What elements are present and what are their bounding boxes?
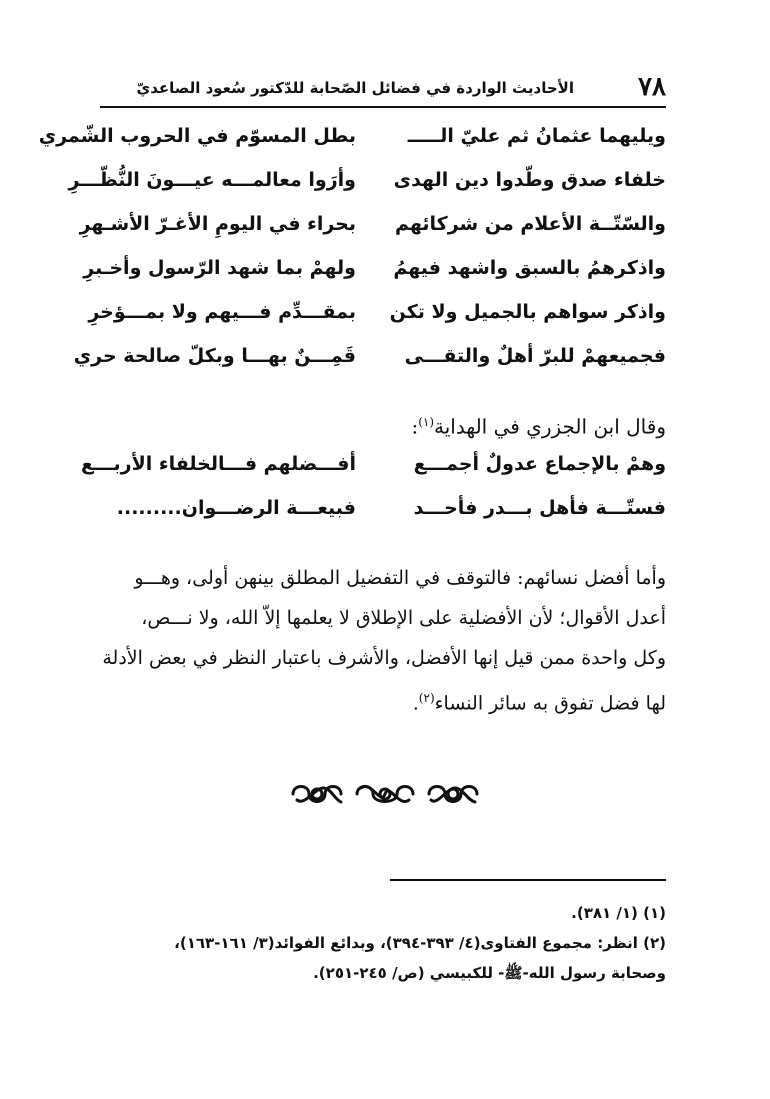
body-paragraph — [100, 558, 666, 718]
footnote-line: (٢) انظر: مجموع الفتاوى(٤/ ٣٩٣-٣٩٤)، وبدائع الفوائد(٣/ ١٦١-١٦٣)، — [174, 934, 666, 952]
paragraph-line: وأما أفضل نسائهم: فالتوقف في التفضيل المطلق بينهن أولى، وهـــو — [134, 567, 666, 589]
footnote-line: (١) (١/ ٣٨١). — [571, 904, 666, 922]
verse-second-hemistich: وأرَوا معالمـــه عيـــونَ النُّظّـــرِ — [68, 169, 356, 191]
verse — [73, 336, 666, 380]
verse — [68, 160, 666, 204]
verse-second-hemistich: ولهمْ بما شهد الرّسول وأخـبرِ — [83, 257, 356, 279]
page-number: ٧٨ — [638, 72, 666, 102]
verse — [83, 248, 666, 292]
verse-second-hemistich: قَمِـــنٌ بهـــا وبكلّ صالحة حري — [73, 345, 356, 367]
verse-first-hemistich: فستّـــة فأهل بـــدر فأحـــد — [413, 497, 666, 519]
verse-second-hemistich: بحراء في اليومِ الأغـرّ الأشـهرِ — [79, 213, 356, 235]
verse-first-hemistich: واذكرهمُ بالسبق واشهد فيهمُ — [393, 257, 666, 279]
ornament-icon — [285, 776, 485, 812]
paragraph-line: وكل واحدة ممن قيل إنها الأفضل، والأشرف باعتبار النظر في بعض الأدلة — [102, 647, 666, 669]
poem-block-2 — [81, 444, 666, 532]
paragraph-last-text: لها فضل تفوق به سائر النساء — [434, 692, 666, 715]
verse-second-hemistich: فبيعـــة الرضـــوان......... — [116, 497, 356, 519]
quote-intro-text: وقال ابن الجزري في الهداية — [434, 414, 666, 439]
verse-first-hemistich: والسّتّــة الأعلام من شركائهم — [394, 213, 666, 235]
running-title: الأحاديث الواردة في فضائل الصّحابة للدّكتور سُعود الصاعديّ — [136, 79, 574, 97]
footnote-ref: (١) — [418, 415, 435, 429]
paragraph-line-last — [100, 678, 666, 718]
footnotes — [100, 898, 666, 988]
footnote-ref: (٢) — [418, 691, 435, 705]
footnote-separator — [390, 879, 666, 881]
verse-first-hemistich: وهمْ بالإجماع عدولٌ أجمـــع — [413, 453, 666, 475]
poem-block-1 — [38, 116, 666, 380]
verse-second-hemistich: بطل المسوّم في الحروب الشّمري — [38, 125, 356, 147]
verse-second-hemistich: بمقـــدِّم فـــيهم ولا بمـــؤخرِ — [88, 301, 356, 323]
quote-intro-colon: : — [411, 414, 419, 439]
verse-second-hemistich: أفـــضلهم فـــالخلفاء الأربـــع — [81, 453, 356, 475]
header-rule — [100, 106, 666, 108]
verse-first-hemistich: فجميعهمْ للبرّ أهلٌ والتقـــى — [404, 345, 666, 367]
section-divider-ornament — [0, 776, 770, 816]
verse — [38, 116, 666, 160]
verse — [81, 444, 666, 488]
verse-first-hemistich: ويليهما عثمانُ ثم عليّ الـــــ — [407, 125, 666, 147]
footnote-line: وصحابة رسول الله-ﷺ- للكبيسي (ص/ ٢٤٥-٢٥١). — [313, 964, 666, 982]
verse — [88, 292, 666, 336]
page-header — [100, 72, 666, 102]
verse — [79, 204, 666, 248]
paragraph-end-mark: . — [412, 692, 419, 715]
quote-intro — [411, 402, 666, 447]
verse — [100, 488, 666, 532]
verse-first-hemistich: واذكر سواهم بالجميل ولا تكن — [389, 301, 666, 323]
paragraph-line: أعدل الأقوال؛ لأن الأفضلية على الإطلاق لا يعلمها إلاّ الله، ولا نـــص، — [141, 607, 666, 629]
verse-first-hemistich: خلفاء صدق وطّدوا دين الهدى — [393, 169, 666, 191]
